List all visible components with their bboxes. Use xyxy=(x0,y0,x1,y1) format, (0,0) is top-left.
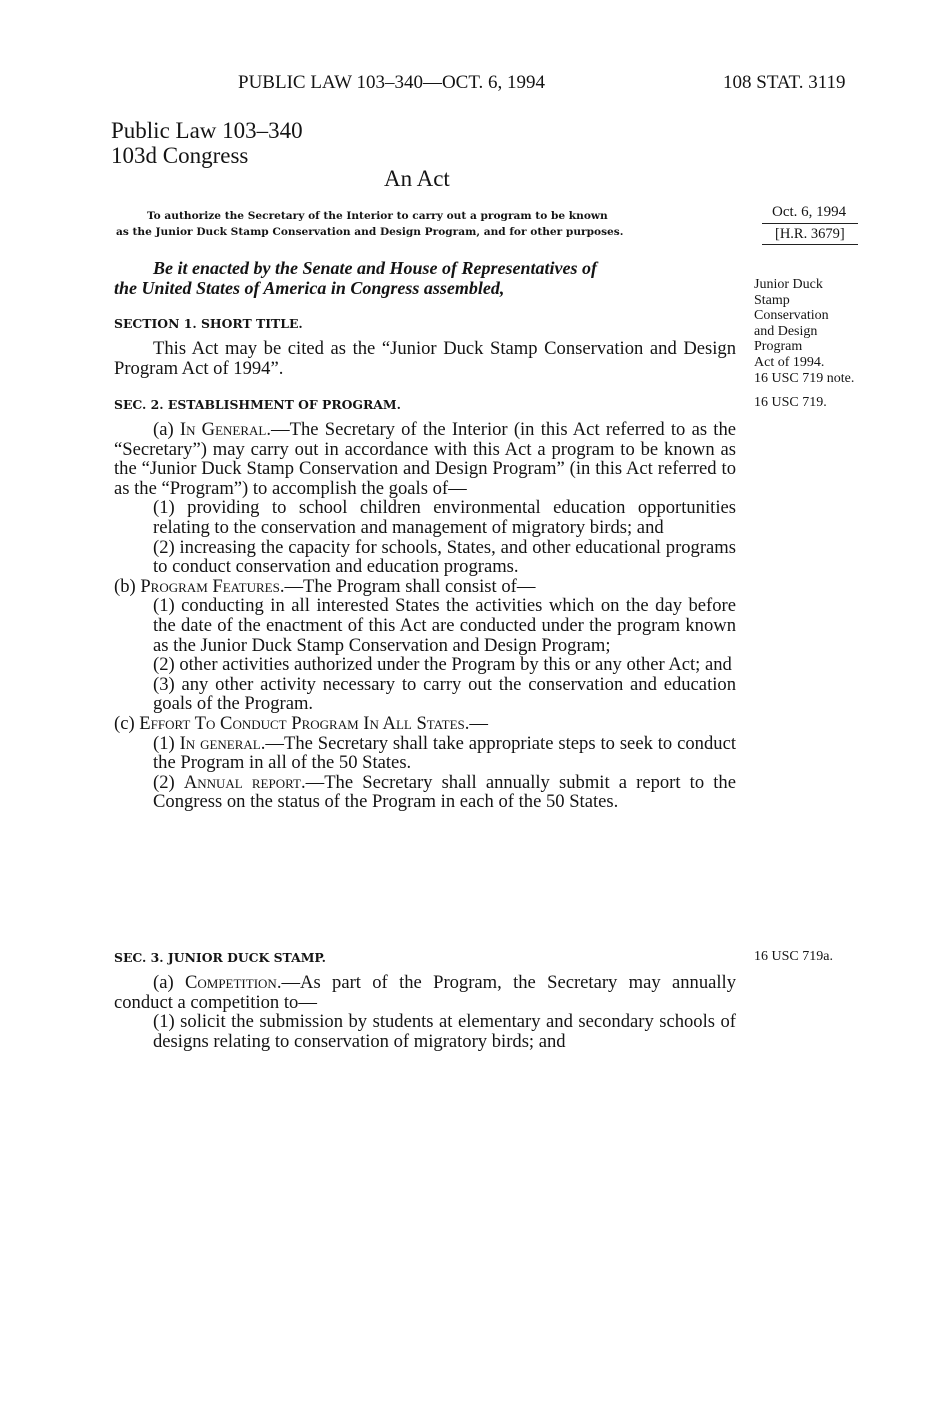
section-2-body xyxy=(114,420,736,812)
margin-short-title-note: Junior Duck Stamp Conservation and Design Program Act of 1994. 16 USC 719 note. xyxy=(754,277,855,386)
margin-bill-rule xyxy=(762,244,858,245)
sec2-a-2: (2) increasing the capacity for schools, States, and other educational programs to conduct conservation and education programs. xyxy=(153,536,736,578)
sec2-subsection-b: (b) Program Features.—The Program shall consist of— xyxy=(114,575,536,597)
congress-number: 103d Congress xyxy=(111,143,249,168)
sec3-subsection-a: (a) Competition.—As part of the Program, the Secretary may annually conduct a competition to— xyxy=(114,972,736,1013)
sec2-b-2: (2) other activities authorized under the Program by this or any other Act; and xyxy=(153,654,732,676)
sec2-b-3: (3) any other activity necessary to carry out the conservation and education goals of the Program. xyxy=(153,673,736,715)
purpose-line-2: as the Junior Duck Stamp Conservation and Design Program, and for other purposes. xyxy=(116,226,624,238)
margin-usc-note-719: 16 USC 719. xyxy=(754,395,827,410)
section-3-body xyxy=(114,973,736,1051)
sec2-c-1: (1) In general.—The Secretary shall take appropriate steps to seek to conduct the Program in all of the 50 States. xyxy=(153,732,736,774)
sec2-b-1: (1) conducting in all interested States the activities which on the day before the date of the enactment of this Act are conducted under the program known as the Junior Duck Stamp Conservation and Design Program; xyxy=(153,595,736,656)
section-1-heading: SECTION 1. SHORT TITLE. xyxy=(114,316,303,331)
enacting-clause: Be it enacted by the Senate and House of Representatives of the United States of America in Congress assembled, xyxy=(114,258,597,298)
act-heading: An Act xyxy=(384,166,450,191)
sec3-a-1: (1) solicit the submission by students at elementary and secondary schools of designs relating to conservation of migratory birds; and xyxy=(153,1011,736,1052)
margin-date: Oct. 6, 1994 xyxy=(772,204,847,220)
margin-usc-note-719a: 16 USC 719a. xyxy=(754,949,833,964)
sec2-a-1: (1) providing to school children environmental education opportunities relating to the conservation and management of migratory birds; and xyxy=(153,497,736,538)
margin-bill-number: [H.R. 3679] xyxy=(775,226,845,242)
section-3-heading: SEC. 3. JUNIOR DUCK STAMP. xyxy=(114,950,326,965)
running-title: PUBLIC LAW 103–340—OCT. 6, 1994 xyxy=(238,72,546,93)
stat-citation: 108 STAT. 3119 xyxy=(723,72,846,93)
public-law-number: Public Law 103–340 xyxy=(111,118,303,143)
sec2-subsection-c: (c) Effort To Conduct Program In All States.— xyxy=(114,712,489,734)
sec2-subsection-a: (a) In General.—The Secretary of the Interior (in this Act referred to as the “Secretary”) may carry out in accordance with this Act a program to be known as the “Junior Duck Stamp Conservation and Design Program” (in this Act referred to as the “Program”) to accomplish the goals of— xyxy=(114,419,736,499)
purpose-line-1: To authorize the Secretary of the Interior to carry out a program to be known xyxy=(147,210,608,222)
sec2-c-2: (2) Annual report.—The Secretary shall annually submit a report to the Congress on the status of the Program in each of the 50 States. xyxy=(153,771,736,813)
section-2-heading: SEC. 2. ESTABLISHMENT OF PROGRAM. xyxy=(114,397,401,412)
section-1-text: This Act may be cited as the “Junior Duck Stamp Conservation and Design Program Act of 1994”. xyxy=(114,338,736,379)
margin-date-rule xyxy=(762,223,858,224)
